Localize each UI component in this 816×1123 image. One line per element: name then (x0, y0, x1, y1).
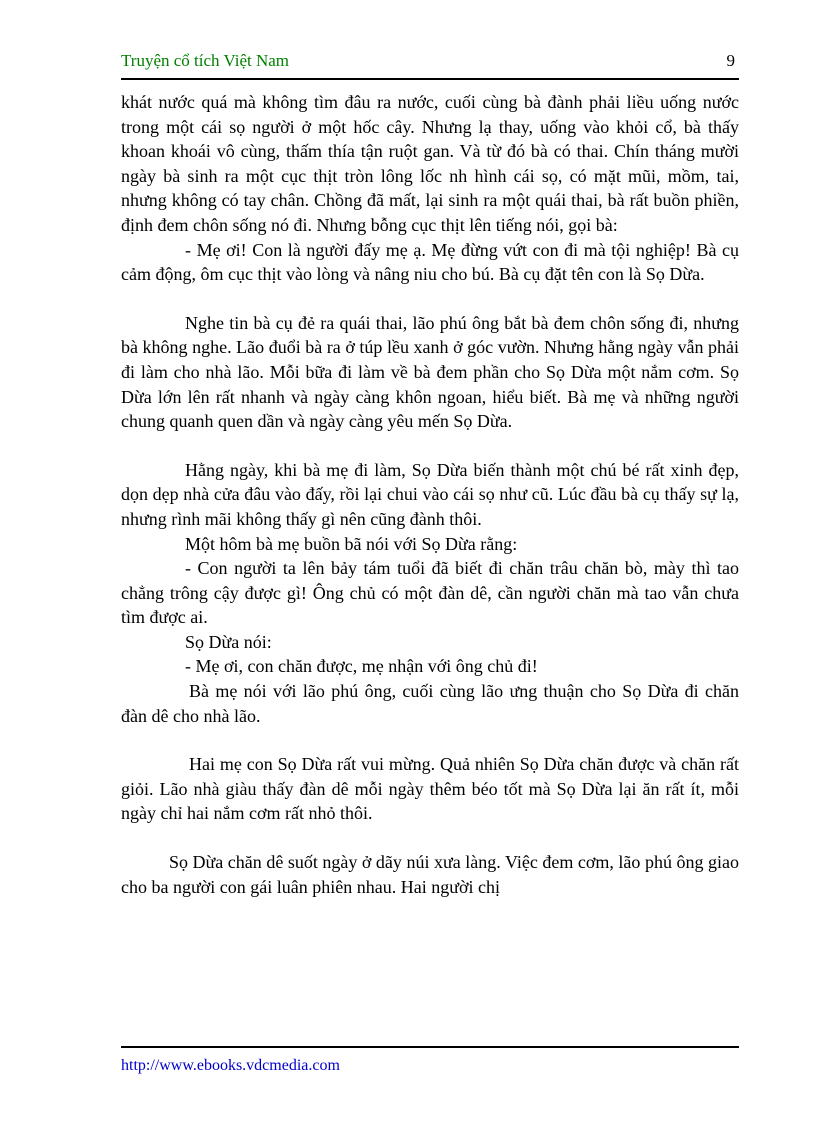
page-header (121, 50, 739, 80)
paragraph: - Mẹ ơi, con chăn được, mẹ nhận với ông chủ đi! (185, 656, 538, 677)
paragraph: Một hôm bà mẹ buồn bã nói với Sọ Dừa rằng: (185, 533, 518, 554)
paragraph: Sọ Dừa chăn dê suốt ngày ở dãy núi xưa làng. Việc đem cơm, lão phú ông giao cho ba người con gái luân phiên nhau. Hai người chị (121, 852, 739, 897)
paragraph: Bà mẹ nói với lão phú ông, cuối cùng lão ưng thuận cho Sọ Dừa đi chăn đàn dê cho nhà lão. (121, 681, 739, 726)
paragraph: - Con người ta lên bảy tám tuổi đã biết đi chăn trâu chăn bò, mày thì tao chẳng trông cậy được gì! Ông chủ có một đàn dê, cần người chăn mà tao vẫn chưa tìm được ai. (121, 558, 739, 628)
page-number: 9 (726, 51, 735, 70)
story-body (121, 90, 739, 899)
paragraph: Hằng ngày, khi bà mẹ đi làm, Sọ Dừa biến thành một chú bé rất xinh đẹp, dọn dẹp nhà cửa đâu vào đấy, rồi lại chui vào cái sọ như cũ. Lúc đầu bà cụ thấy sự lạ, nhưng rình mãi không thấy gì nên cũng đành thôi. (121, 459, 739, 529)
paragraph: Sọ Dừa nói: (185, 631, 272, 652)
paragraph-gap (121, 287, 739, 311)
paragraph-gap (121, 728, 739, 752)
book-title: Truyện cổ tích Việt Nam (121, 51, 290, 70)
page-footer (121, 1046, 739, 1075)
paragraph: Hai mẹ con Sọ Dừa rất vui mừng. Quả nhiên Sọ Dừa chăn được và chăn rất giỏi. Lão nhà giàu thấy đàn dê mỗi ngày thêm béo tốt mà Sọ Dừa lại ăn rất ít, mỗi ngày chỉ hai nắm cơm rất nhỏ thôi. (121, 754, 739, 824)
website-link[interactable]: http://www.ebooks.vdcmedia.com (121, 1057, 340, 1074)
paragraph: - Mẹ ơi! Con là người đấy mẹ ạ. Mẹ đừng vứt con đi mà tội nghiệp! Bà cụ cảm động, ôm cục thịt vào lòng và nâng niu cho bú. Bà cụ đặt tên con là Sọ Dừa. (121, 239, 739, 285)
paragraph: khát nước quá mà không tìm đâu ra nước, cuối cùng bà đành phải liều uống nước trong một cái sọ người ở một hốc cây. Nhưng lạ thay, uống vào khỏi cổ, bà thấy khoan khoái vô cùng, thấm thía tận ruột gan. Và từ đó bà có thai. Chín tháng mười ngày bà sinh ra một cục thịt tròn lông lốc nh hình cái sọ, có mặt mũi, mồm, tai, nhưng không có tay chân. Chồng đã mất, lại sinh ra một quái thai, bà rất buồn phiền, định đem chôn sống nó đi. Nhưng bỗng cục thịt lên tiếng nói, gọi bà: (121, 92, 739, 235)
paragraph-gap (121, 826, 739, 850)
paragraph: Nghe tin bà cụ đẻ ra quái thai, lão phú ông bắt bà đem chôn sống đi, nhưng bà không nghe. Lão đuổi bà ra ở túp lều xanh ở góc vườn. Nhưng hằng ngày vẫn phải đi làm cho nhà lão. Mỗi bữa đi làm về bà đem phần cho Sọ Dừa một nắm cơm. Sọ Dừa lớn lên rất nhanh và ngày càng khôn ngoan, hiểu biết. Bà mẹ và những người chung quanh quen dần và ngày càng yêu mến Sọ Dừa. (121, 312, 739, 432)
paragraph-gap (121, 434, 739, 458)
